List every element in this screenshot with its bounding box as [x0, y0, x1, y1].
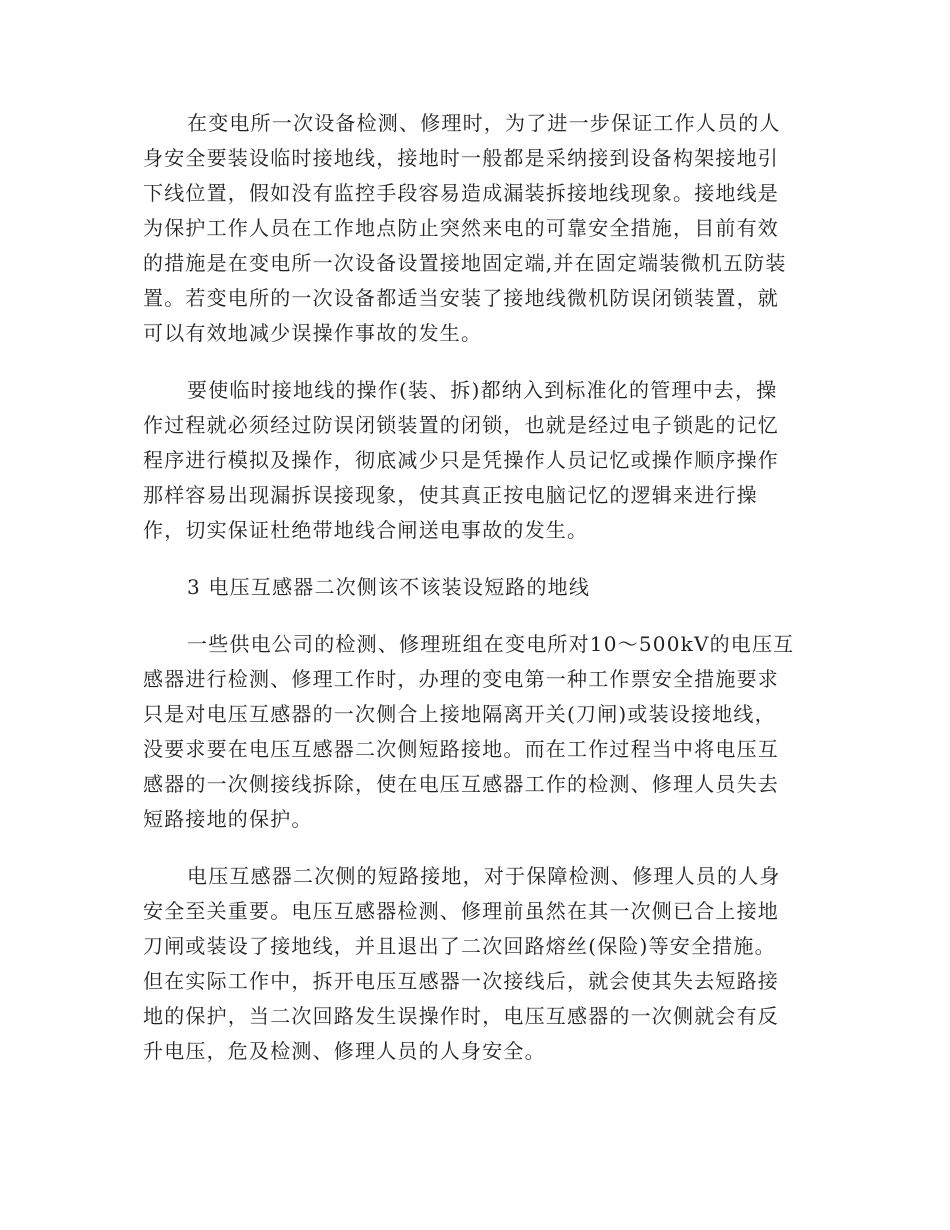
text-line: 为保护工作人员在工作地点防止突然来电的可靠安全措施，目前有效: [143, 216, 779, 240]
text-line: 只是对电压互感器的一次侧合上接地隔离开关(刀闸)或装设接地线，: [143, 702, 776, 726]
text-line: 在变电所一次设备检测、修理时，为了进一步保证工作人员的人: [187, 111, 781, 135]
text-line: 地的保护，当二次回路发生误操作时，电压互感器的一次侧就会有反: [143, 1004, 779, 1028]
text-line: 程序进行模拟及操作，彻底减少只是凭操作人员记忆或操作顺序操作: [143, 448, 779, 472]
text-line: 升电压，危及检测、修理人员的人身安全。: [143, 1039, 546, 1063]
text-line: 要使临时接地线的操作(装、拆)都纳入到标准化的管理中去，操: [187, 378, 778, 402]
text-line: 下线位置，假如没有监控手段容易造成漏装拆接地线现象。接地线是: [143, 181, 779, 205]
text-line: 身安全要装设临时接地线，接地时一般都是采纳接到设备构架接地引: [143, 146, 779, 170]
paragraph-voltage-transformer-maintenance: [143, 627, 808, 837]
text-line: 作过程就必须经过防误闭锁装置的闭锁，也就是经过电子锁匙的记忆: [143, 413, 779, 437]
text-line: 置。若变电所的一次设备都适当安装了接地线微机防误闭锁装置，就: [143, 286, 779, 310]
text-line: 但在实际工作中，拆开电压互感器一次接线后，就会使其失去短路接: [143, 969, 779, 993]
text-line: 短路接地的保护。: [143, 807, 313, 831]
text-line: 没要求要在电压互感器二次侧短路接地。而在工作过程当中将电压互: [143, 737, 779, 761]
text-line: 那样容易出现漏拆误接现象，使其真正按电脑记忆的逻辑来进行操: [143, 483, 758, 507]
text-line: 感器的一次侧接线拆除，使在电压互感器工作的检测、修理人员失去: [143, 772, 779, 796]
text-line: 一些供电公司的检测、修理班组在变电所对10～500kV的电压互: [187, 632, 795, 656]
paragraph-grounding-wire-safety: [143, 106, 808, 351]
text-line: 安全至关重要。电压互感器检测、修理前虽然在其一次侧已合上接地: [143, 899, 779, 923]
paragraph-anti-misoperation-lock: [143, 373, 808, 548]
section-heading-3: 3 电压互感器二次侧该不该装设短路的地线: [187, 575, 591, 599]
text-line: 作，切实保证杜绝带地线合闸送电事故的发生。: [143, 518, 589, 542]
text-line: 的措施是在变电所一次设备设置接地固定端,并在固定端装微机五防装: [143, 251, 787, 275]
text-line: 可以有效地减少误操作事故的发生。: [143, 321, 483, 345]
text-line: 电压互感器二次侧的短路接地，对于保障检测、修理人员的人身: [187, 864, 781, 888]
text-line: 感器进行检测、修理工作时，办理的变电第一种工作票安全措施要求: [143, 667, 779, 691]
text-line: 刀闸或装设了接地线，并且退出了二次回路熔丝(保险)等安全措施。: [143, 934, 776, 958]
paragraph-secondary-short-circuit-grounding: [143, 859, 808, 1069]
